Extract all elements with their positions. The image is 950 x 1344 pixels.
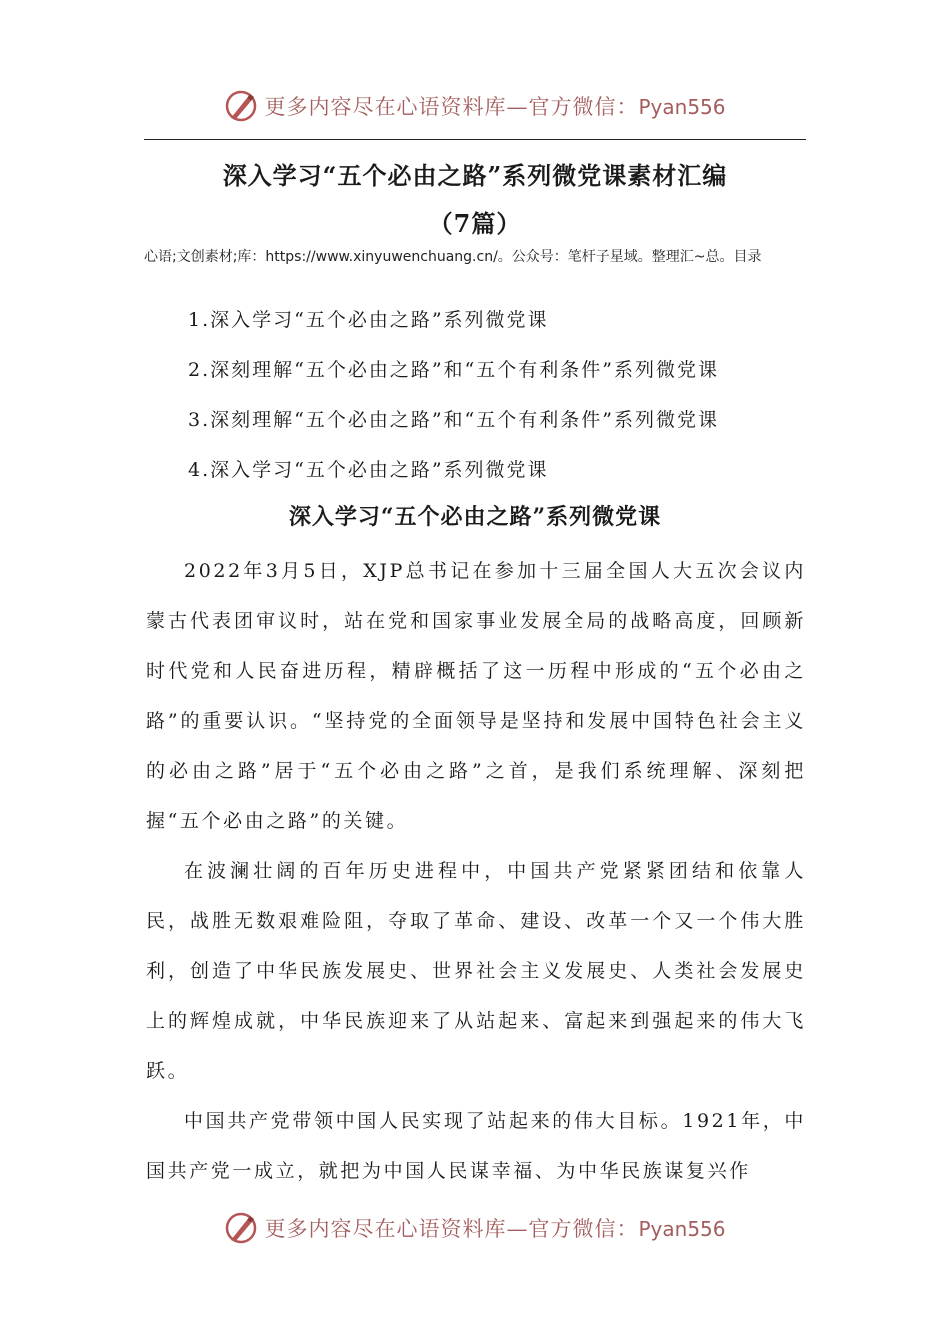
pen-logo-icon <box>224 1211 258 1245</box>
toc-item: 2.深刻理解“五个必由之路”和“五个有利条件”系列微党课 <box>188 359 719 381</box>
paragraph: 在波澜壮阔的百年历史进程中，中国共产党紧紧团结和依靠人民，战胜无数艰难险阻，夺取了革命、建设、改革一个又一个伟大胜利，创造了中华民族发展史、世界社会主义发展史、人类社会发展史上的辉煌成就，中华民族迎来了从站起来、富起来到强起来的伟大飞跃。 <box>146 860 806 1082</box>
paragraph: 中国共产党带领中国人民实现了站起来的伟大目标。1921年，中国共产党一成立，就把为中国人民谋幸福、为中华民族谋复兴作 <box>146 1110 806 1182</box>
wechat-id: Pyan556 <box>638 1217 726 1241</box>
toc-item: 4.深入学习“五个必由之路”系列微党课 <box>188 459 549 481</box>
banner-label: 更多内容尽在心语资料库—官方微信： <box>264 95 639 119</box>
document-subtitle: （7篇） <box>428 209 522 238</box>
toc-item: 1.深入学习“五个必由之路”系列微党课 <box>188 309 549 331</box>
article-body <box>146 546 806 1196</box>
header-banner <box>0 86 950 126</box>
banner-label: 更多内容尽在心语资料库—官方微信： <box>264 1217 639 1241</box>
banner-text <box>264 91 725 121</box>
pen-logo-icon <box>224 89 258 123</box>
toc-item: 3.深刻理解“五个必由之路”和“五个有利条件”系列微党课 <box>188 409 719 431</box>
document-title: 深入学习“五个必由之路”系列微党课素材汇编 <box>222 161 728 190</box>
table-of-contents <box>188 300 719 500</box>
source-note: 心语;文创素材;库：https://www.xinyuwenchuang.cn/。公众号：笔杆子星域。整理汇~总。目录 <box>144 249 762 265</box>
paragraph: 2022年3月5日，XJP总书记在参加十三届全国人大五次会议内蒙古代表团审议时，站在党和国家事业发展全局的战略高度，回顾新时代党和人民奋进历程，精辟概括了这一历程中形成的“五个必由之路”的重要认识。“坚持党的全面领导是坚持和发展中国特色社会主义的必由之路”居于“五个必由之路”之首，是我们系统理解、深刻把握“五个必由之路”的关键。 <box>146 560 806 832</box>
header-divider <box>144 139 806 140</box>
banner-text <box>264 1213 725 1243</box>
footer-banner <box>0 1208 950 1248</box>
wechat-id: Pyan556 <box>638 95 726 119</box>
section-title: 深入学习“五个必由之路”系列微党课 <box>288 504 662 530</box>
